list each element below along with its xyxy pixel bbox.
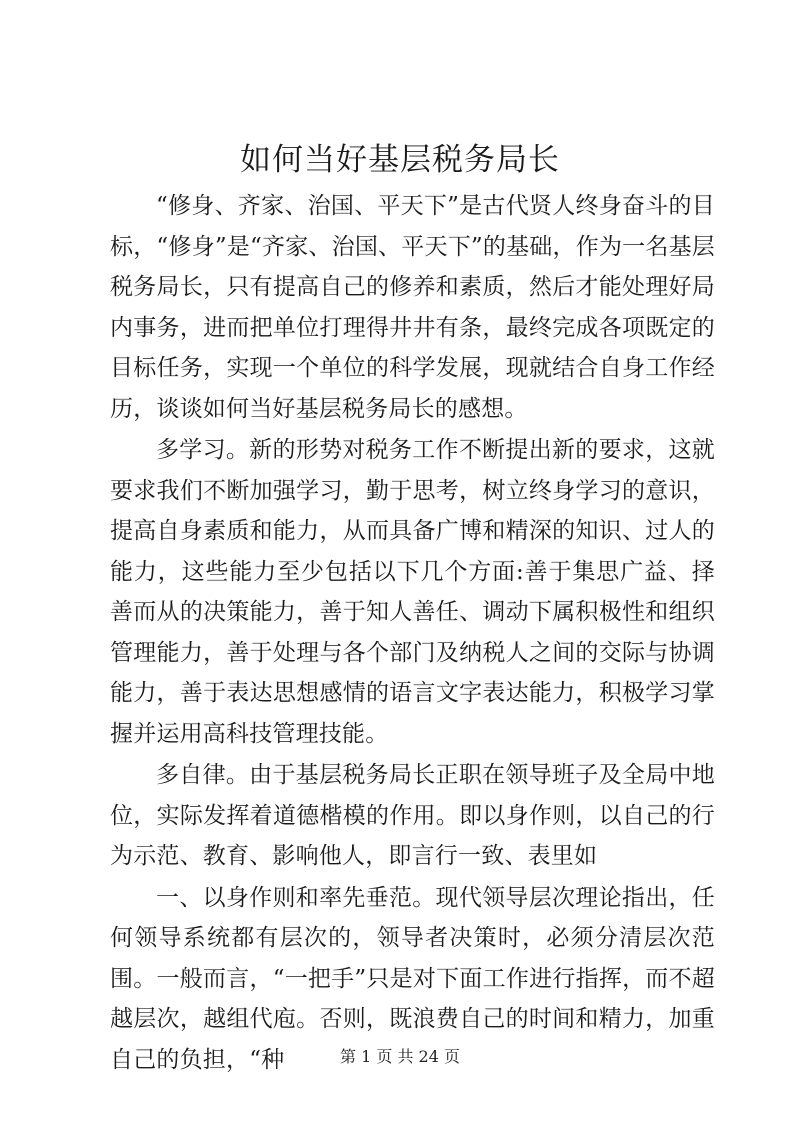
paragraph-intro: “修身、齐家、治国、平天下”是古代贤人终身奋斗的目标，“修身”是“齐家、治国、平天下”的基础，作为一名基层税务局长，只有提高自己的修养和素质，然后才能处理好局内事务，进而把单位打理得井井有条，最终完成各项既定的目标任务，实现一个单位的科学发展，现就结合自身工作经历，谈谈如何当好基层税务局长的感想。	[110, 193, 715, 422]
document-body	[110, 186, 715, 1081]
page-footer	[0, 1046, 800, 1068]
paragraph-study: 多学习。新的形势对税务工作不断提出新的要求，这就要求我们不断加强学习，勤于思考，树立终身学习的意识，提高自身素质和能力，从而具备广博和精深的知识、过人的能力，这些能力至少包括以下几个方面:善于集思广益、择善而从的决策能力，善于知人善任、调动下属积极性和组织管理能力，善于处理与各个部门及纳税人之间的交际与协调能力，善于表达思想感情的语言文字表达能力，积极学习掌握并运用高科技管理技能。	[110, 437, 715, 747]
page-number-label: 第 1 页 共 24 页	[340, 1047, 460, 1066]
paragraph-self-discipline: 多自律。由于基层税务局长正职在领导班子及全局中地位，实际发挥着道德楷模的作用。即以身作则，以自己的行为示范、教育、影响他人，即言行一致、表里如	[110, 762, 715, 869]
document-title: 如何当好基层税务局长	[240, 142, 560, 178]
paragraph-lead-by-example: 一、以身作则和率先垂范。现代领导层次理论指出，任何领导系统都有层次的，领导者决策时，必须分清层次范围。一般而言，“一把手”只是对下面工作进行指挥，而不超越层次，越组代庖。否则，既浪费自己的时间和精力，加重自己的负担，“种	[110, 884, 715, 1073]
